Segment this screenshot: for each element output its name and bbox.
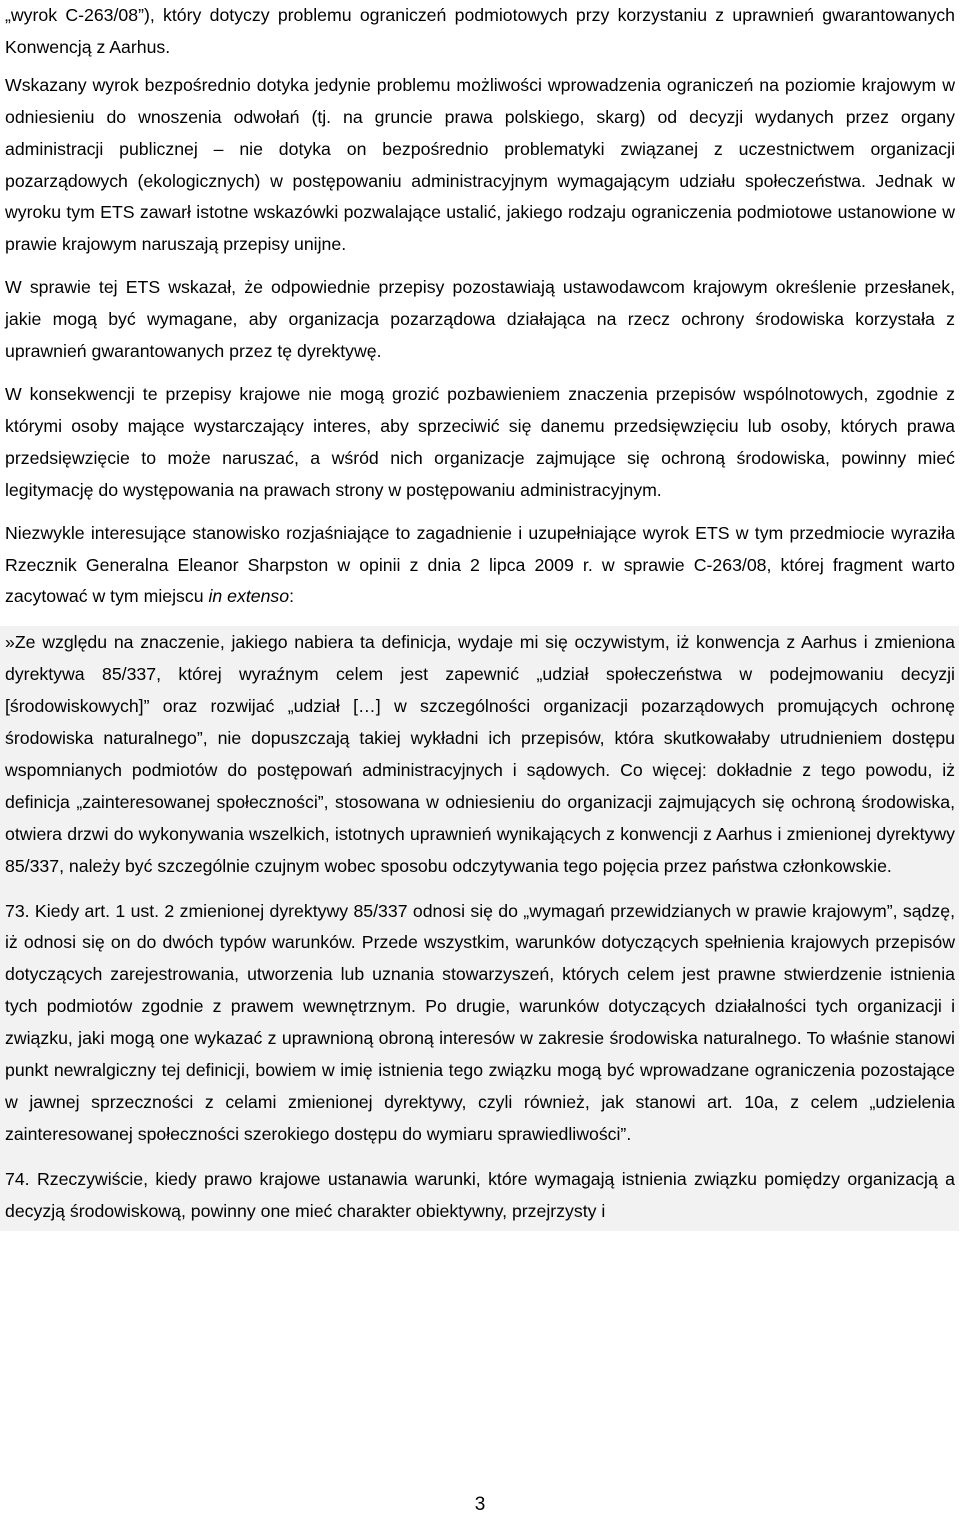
quoted-opinion-block [0,626,959,1230]
italic-in-extenso: in extenso [208,586,290,607]
quote-paragraph-73: 73. Kiedy art. 1 ust. 2 zmienionej dyrektywy 85/337 odnosi się do „wymagań przewidzianych w prawie krajowym”, sądzę, iż odnosi się on do dwóch typów warunków. Przede wszystkim, warunków dotyczących spełnienia krajowych przepisów dotyczących zarejestrowania, utworzenia lub uznania stowarzyszeń, których celem jest prawne stwierdzenie istnienia tych podmiotów zgodnie z prawem wewnętrznym. Po drugie, warunków dotyczących działalności tych organizacji i związku, jaki mogą one wykazać z uprawnioną obroną interesów w zakresie środowiska naturalnego. To właśnie stanowi punkt newralgiczny tej definicji, bowiem w imię istnienia tego związku mogą być wprowadzane ograniczenia pozostające w jawnej sprzeczności z celami zmienionej dyrektywy, czyli również, jak stanowi art. 10a, z celem „udzielenia zainteresowanej społeczności szerokiego dostępu do wymiaru sprawiedliwości”. [5,900,955,1144]
paragraph-advocate-general-text: Niezwykle interesujące stanowisko rozjaśniające to zagadnienie i uzupełniające wyrok ETS w tym przedmiocie wyraziła Rzecznik Generalna Eleanor Sharpston w opinii z dnia 2 lipca 2009 r. w sprawie C-263/08, której fragment warto zacytować w tym miejscu [5,522,955,607]
document-page [5,0,955,1231]
paragraph-advocate-general [5,518,955,614]
paragraph-intro: „wyrok C-263/08”), który dotyczy problemu ograniczeń podmiotowych przy korzystaniu z uprawnień gwarantowanych Konwencją z Aarhus. [5,5,955,57]
page-number: 3 [474,1494,486,1515]
paragraph-consequences: W konsekwencji te przepisy krajowe nie mogą grozić pozbawieniem znaczenia przepisów wspólnotowych, zgodnie z którymi osoby mające wystarczający interes, aby sprzeciwić się danemu przedsięwzięciu lub osoby, których prawa przedsięwzięcie to może naruszać, a wśród nich organizacje zajmujące się ochroną środowiska, powinny mieć legitymację do występowania na prawach strony w postępowaniu administracyjnym. [5,383,955,500]
paragraph-ets-statement: W sprawie tej ETS wskazał, że odpowiednie przepisy pozostawiają ustawodawcom krajowym określenie przesłanek, jakie mogą być wymagane, aby organizacja pozarządowa działająca na rzecz ochrony środowiska korzystała z uprawnień gwarantowanych przez tę dyrektywę. [5,277,955,362]
quote-paragraph-74: 74. Rzeczywiście, kiedy prawo krajowe ustanawia warunki, które wymagają istnienia związku pomiędzy organizacją a decyzją środowiskową, powinny one mieć charakter obiektywny, przejrzysty i [5,1168,955,1221]
paragraph-advocate-general-colon: : [289,586,295,607]
paragraph-judgment-scope: Wskazany wyrok bezpośrednio dotyka jedynie problemu możliwości wprowadzenia ograniczeń na poziomie krajowym w odniesieniu do wnoszenia odwołań (tj. na gruncie prawa polskiego, skarg) od decyzji wydanych przez organy administracji publicznej – nie dotyka on bezpośrednio problematyki związanej z uczestnictwem organizacji pozarządowych (ekologicznych) w postępowaniu administracyjnym wymagającym udziału społeczeństwa. Jednak w wyroku tym ETS zawarł istotne wskazówki pozwalające ustalić, jakiego rodzaju ograniczenia podmiotowe ustanowione w prawie krajowym naruszają przepisy unijne. [5,74,955,255]
quote-paragraph-1: »Ze względu na znaczenie, jakiego nabiera ta definicja, wydaje mi się oczywistym, iż konwencja z Aarhus i zmieniona dyrektywa 85/337, której wyraźnym celem jest zapewnić „udział społeczeństwa w podejmowaniu decyzji [środowiskowych]” oraz rozwijać „udział […] w szczególności organizacji pozarządowych promujących ochronę środowiska naturalnego”, nie dopuszczają takiej wykładni ich przepisów, która skutkowałaby utrudnieniem dostępu wspomnianych podmiotów do postępowań administracyjnych i sądowych. Co więcej: dokładnie z tego powodu, iż definicja „zainteresowanej społeczności”, stosowana w odniesieniu do organizacji zajmujących się ochroną środowiska, otwiera drzwi do wykonywania wszelkich, istotnych uprawnień wynikających z konwencji z Aarhus i zmienionej dyrektywy 85/337, należy być szczególnie czujnym wobec sposobu odczytywania tego pojęcia przez państwa członkowskie. [5,632,955,876]
